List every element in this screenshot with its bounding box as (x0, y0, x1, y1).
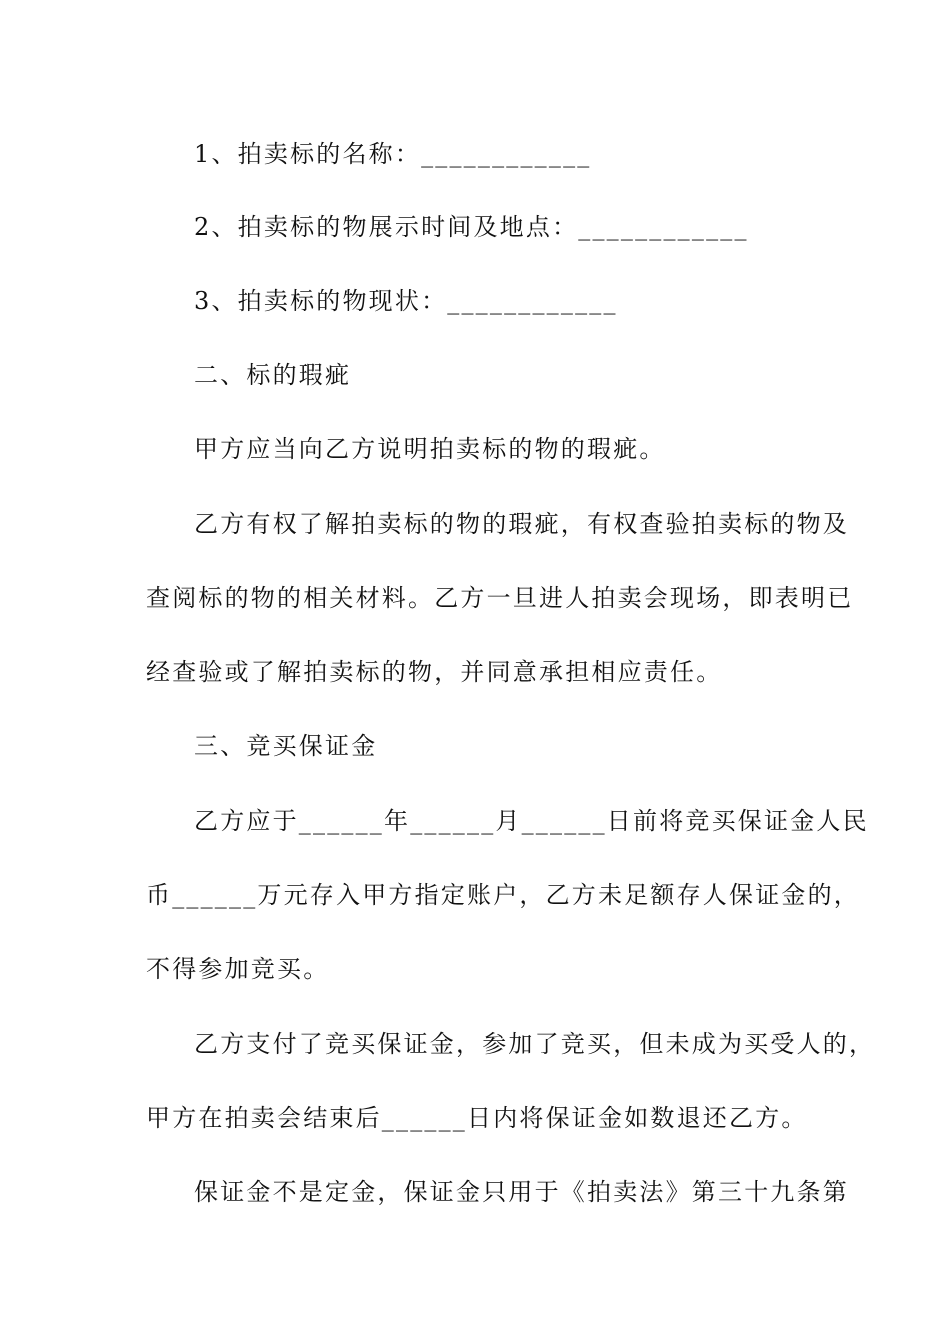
paragraph-refund-line-1: 乙方支付了竞买保证金，参加了竞买，但未成为买受人的， (194, 1030, 876, 1058)
item-auction-subject-name: 1、拍卖标的名称：____________ (194, 140, 592, 168)
paragraph-inspection-line-2: 查阅标的物的相关材料。乙方一旦进人拍卖会现场，即表明已 (146, 584, 854, 612)
paragraph-deposit-line-1: 乙方应于______年______月______日前将竞买保证金人民 (194, 807, 869, 835)
paragraph-deposit-line-3: 不得参加竞买。 (146, 955, 330, 983)
paragraph-defects-disclosure: 甲方应当向乙方说明拍卖标的物的瑕疵。 (194, 435, 666, 463)
paragraph-deposit-nature-line-1: 保证金不是定金，保证金只用于《拍卖法》第三十九条第 (194, 1178, 849, 1206)
paragraph-inspection-line-3: 经查验或了解拍卖标的物，并同意承担相应责任。 (146, 658, 723, 686)
paragraph-deposit-line-2: 币______万元存入甲方指定账户，乙方未足额存人保证金的， (146, 881, 860, 909)
section-heading-deposit: 三、竞买保证金 (194, 732, 378, 760)
paragraph-refund-line-2: 甲方在拍卖会结束后______日内将保证金如数退还乙方。 (146, 1104, 808, 1132)
section-heading-defects: 二、标的瑕疵 (194, 361, 352, 389)
item-subject-status: 3、拍卖标的物现状：____________ (194, 287, 618, 315)
item-display-time-place: 2、拍卖标的物展示时间及地点：____________ (194, 213, 749, 241)
paragraph-inspection-line-1: 乙方有权了解拍卖标的物的瑕疵，有权查验拍卖标的物及 (194, 510, 849, 538)
